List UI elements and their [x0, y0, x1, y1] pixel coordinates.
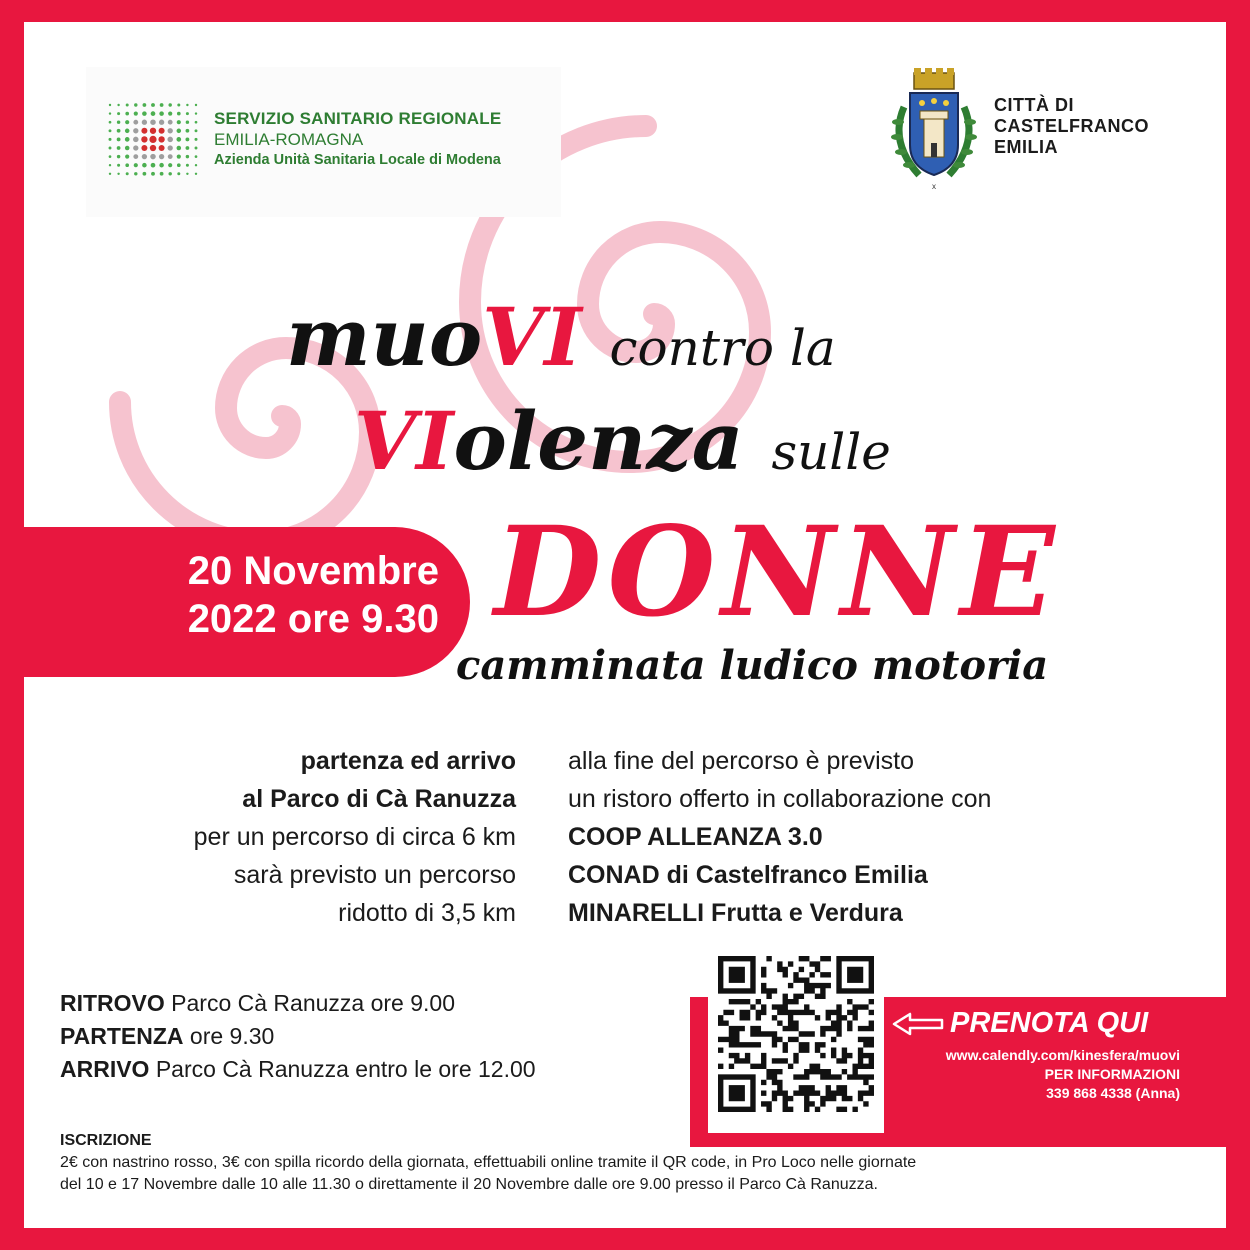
date-line-2: 2022 ore 9.30	[187, 597, 439, 641]
booking-info	[892, 1007, 1180, 1103]
schedule-arrivo	[60, 1053, 536, 1086]
registration-line-1: 2€ con nastrino rosso, 3€ con spilla ricordo della giornata, effettuabili online tramite il QR code, in Pro Loco nelle giornate	[60, 1154, 917, 1171]
title-donne: DONNE	[494, 500, 1061, 645]
asl-line-2: EMILIA-ROMAGNA	[214, 130, 364, 149]
route-line-4: sarà previsto un percorso	[233, 861, 516, 889]
booking-cta-label: PRENOTA QUI	[950, 1007, 1149, 1039]
ritrovo-text: Parco Cà Ranuzza ore 9.00	[171, 990, 455, 1016]
refreshment-line-1: alla fine del percorso è previsto	[568, 747, 915, 775]
partner-1: COOP ALLEANZA 3.0	[568, 823, 823, 851]
schedule-partenza	[60, 1020, 536, 1053]
route-line-2: al Parco di Cà Ranuzza	[242, 785, 516, 813]
arrow-left-icon	[892, 1012, 944, 1036]
city-line-1: CITTÀ DI	[994, 95, 1074, 115]
route-line-1: partenza ed arrivo	[300, 747, 516, 775]
info-phone[interactable]: 339 868 4338 (Anna)	[1046, 1085, 1180, 1101]
date-line-1: 20 Novembre	[187, 549, 439, 593]
svg-text:x: x	[932, 182, 936, 191]
asl-line-3: Azienda Unità Sanitaria Locale di Modena	[214, 152, 501, 168]
city-crest-icon	[884, 67, 984, 192]
registration-info	[60, 1130, 1190, 1196]
partenza-label: PARTENZA	[60, 1023, 184, 1049]
title-contro-la: contro la	[609, 319, 836, 377]
title-olenza: olenza	[453, 394, 744, 488]
schedule	[60, 987, 536, 1086]
registration-line-2: del 10 e 17 Novembre dalle 10 alle 11.30 o direttamente il 20 Novembre dalle ore 9.00 presso il Parco Cà Ranuzza.	[60, 1176, 878, 1193]
partenza-text: ore 9.30	[189, 1023, 275, 1049]
partner-3: MINARELLI Frutta e Verdura	[568, 899, 903, 927]
booking-cta[interactable]	[892, 1007, 1180, 1040]
booking-url[interactable]: www.calendly.com/kinesfera/muovi	[945, 1047, 1180, 1063]
schedule-ritrovo	[60, 987, 536, 1020]
route-line-5: ridotto di 3,5 km	[338, 899, 516, 927]
refreshment-line-2: un ristoro offerto in collaborazione con	[568, 785, 992, 813]
city-line-3: EMILIA	[994, 137, 1058, 157]
info-label: PER INFORMAZIONI	[1044, 1066, 1180, 1082]
refreshment-info	[568, 742, 1208, 932]
asl-logo	[86, 67, 561, 217]
partner-2: CONAD di Castelfranco Emilia	[568, 861, 928, 889]
qr-code[interactable]	[718, 956, 874, 1112]
title-line-2	[354, 394, 891, 488]
event-date	[69, 547, 439, 643]
title-muo: muo	[286, 290, 483, 384]
route-info	[24, 742, 516, 932]
asl-dots-icon	[104, 99, 204, 179]
registration-title: ISCRIZIONE	[60, 1132, 152, 1149]
title-sulle: sulle	[771, 423, 891, 481]
poster	[24, 22, 1226, 1228]
asl-line-1: SERVIZIO SANITARIO REGIONALE	[214, 109, 502, 128]
title-vi-1: VI	[482, 290, 582, 384]
arrivo-text: Parco Cà Ranuzza entro le ore 12.00	[155, 1056, 536, 1082]
title-vi-2: VI	[354, 394, 454, 488]
arrivo-label: ARRIVO	[60, 1056, 150, 1082]
title-line-1	[286, 290, 836, 384]
city-line-2: CASTELFRANCO	[994, 116, 1149, 136]
ritrovo-label: RITROVO	[60, 990, 165, 1016]
subtitle: camminata ludico motoria	[456, 642, 1049, 689]
route-line-3: per un percorso di circa 6 km	[193, 823, 516, 851]
